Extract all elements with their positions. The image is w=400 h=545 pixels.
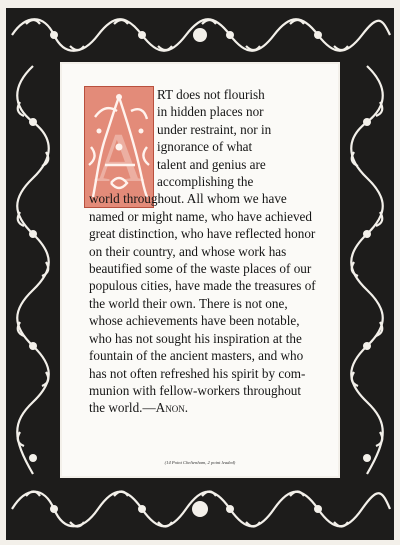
text-line: munion with fellow-workers throughout — [89, 382, 302, 398]
text-line: talent and genius are — [157, 156, 266, 172]
scroll-ornament-icon — [6, 478, 394, 540]
ornamental-border-right — [340, 62, 394, 478]
text-line: named or might name, who have achieved — [89, 208, 313, 224]
body-text — [89, 86, 325, 417]
ornamental-border-bottom — [6, 478, 394, 540]
text-line: the world their own. There is not one, — [89, 295, 288, 311]
text-line: accomplishing the — [157, 174, 254, 190]
text-line: beautified some of the waste places of our — [89, 261, 312, 277]
text-line: has not often refreshed his spirit by com- — [89, 365, 306, 381]
text-panel — [62, 64, 338, 476]
text-line: on their country, and whose work has — [89, 243, 287, 259]
text-line: ignorance of what — [157, 139, 253, 155]
text-line: the world.— — [89, 400, 156, 416]
scroll-ornament-icon — [6, 8, 394, 62]
text-line: RT does not flourish — [157, 87, 265, 102]
text-line: who has not sought his inspiration at the — [89, 330, 302, 346]
ornamental-border-top — [6, 8, 394, 62]
text-line: under restraint, nor in — [157, 121, 272, 137]
text-line: fountain of the ancient masters, and who — [89, 348, 304, 364]
svg-text:A: A — [93, 120, 145, 197]
text-line-final — [89, 399, 325, 416]
text-line: world throughout. All whom we have — [89, 191, 287, 207]
vine-ornament-icon — [6, 62, 60, 478]
text-line: populous cities, have made the treasures of — [89, 278, 316, 294]
vine-ornament-icon — [340, 62, 394, 478]
ornamental-border-left — [6, 62, 60, 478]
text-line: in hidden places nor — [157, 104, 264, 120]
text-line: whose achievements have been notable, — [89, 313, 300, 329]
type-specimen-caption: (14 Point Cheltenham, 2 point leaded) — [164, 460, 236, 465]
signature: Anon. — [155, 400, 188, 416]
text-line: great distinction, who have reflected honor — [89, 226, 316, 242]
